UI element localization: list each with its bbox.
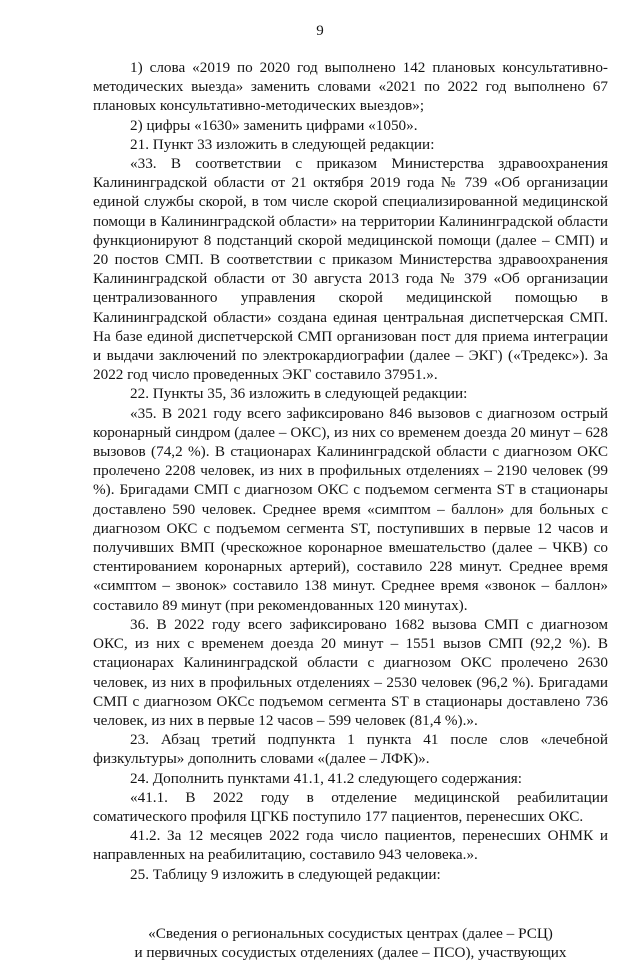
paragraph-clause-24: 24. Дополнить пунктами 41.1, 41.2 следующего содержания: [130, 769, 522, 787]
paragraph-clause-21: 21. Пункт 33 изложить в следующей редакции: [130, 135, 435, 153]
paragraph-clause-23: 23. Абзац третий подпункта 1 пункта 41 после слов «лечебной физкультуры» дополнить словами «(далее – ЛФК)». [93, 731, 608, 768]
table-title-line-2: и первичных сосудистых отделениях (далее – ПСО), участвующих [134, 943, 567, 961]
paragraph-point-41-2: 41.2. За 12 месяцев 2022 года число пациентов, перенесших ОНМК и направленных на реабилитацию, составило 943 человека.». [93, 827, 608, 864]
paragraph-point-41-1: «41.1. В 2022 году в отделение медицинской реабилитации соматического профиля ЦГКБ поступило 177 пациентов, перенесших ОКС. [93, 788, 608, 825]
paragraph-point-33: «33. В соответствии с приказом Министерства здравоохранения Калининградской области от 21 октября 2019 года № 739 «Об организации единой службы скорой, в том числе скорой специализированной медицинской помощи в Калининградской области» на территории Калининградской области функционируют 8 подстанций скорой медицинской помощи (далее – СМП) и 20 постов СМП. В соответствии с приказом Министерства здравоохранения Калининградской области от 30 августа 2013 года № 379 «Об организации централизованного управления скорой медицинской помощью в Калининградской области» создана единая центральная диспетчерская СМП. На базе единой диспетчерской СМП организован пост для приема интеграции и выдачи заключений по электрокардиографии (далее – ЭКГ) («Тредекс»). За 2022 год число проведенных ЭКГ составило 37951.». [93, 155, 608, 384]
paragraph-item-1: 1) слова «2019 по 2020 год выполнено 142 плановых консультативно-методических выезда» заменить словами «2021 по 2022 год выполнено 67 плановых консультативно-методических выездов»; [93, 59, 608, 115]
document-body [93, 58, 608, 962]
paragraph-clause-25: 25. Таблицу 9 изложить в следующей редакции: [130, 865, 441, 883]
paragraph-clause-22: 22. Пункты 35, 36 изложить в следующей редакции: [130, 385, 468, 403]
paragraph-point-36: 36. В 2022 году всего зафиксировано 1682 вызова СМП с диагнозом ОКС, из них с временем доезда 20 минут – 1551 вызов СМП (92,2 %). В стационарах Калининградской области с диагнозом ОКС пролечено 2630 человек, из них в профильных отделениях – 2530 человек (96,2 %). Бригадами СМП с диагнозом ОКСс подъемом сегмента ST в стационары доставлено 736 человек, из них в первые 12 часов – 599 человек (81,4 %).». [93, 615, 608, 729]
page-number: 9 [316, 23, 324, 39]
paragraph-point-35: «35. В 2021 году всего зафиксировано 846 вызовов с диагнозом острый коронарный синдром (далее – ОКС), из них со временем доезда 20 минут – 628 вызовов (74,2 %). В стационарах Калининградской области с диагнозом ОКС пролечено 2208 человек, из них в профильных отделениях – 2190 человек (99 %). Бригадами СМП с диагнозом ОКС с подъемом сегмента ST в стационары доставлено 590 человек. Среднее время «симптом – баллон» для больных с диагнозом ОКС с подъемом сегмента ST, поступивших в первые 12 часов и получивших ВМП (чрескожное коронарное вмешательство (далее – ЧКВ) со стентированием коронарных артерий), составило 228 минут. Среднее время «симптом – звонок» составило 138 минут. Среднее время «звонок – баллон» составило 89 минут (при рекомендованных 120 минутах). [93, 404, 608, 614]
table-title-line-1: «Сведения о региональных сосудистых центрах (далее – РСЦ) [148, 924, 553, 942]
paragraph-item-2: 2) цифры «1630» заменить цифрами «1050». [130, 116, 418, 134]
